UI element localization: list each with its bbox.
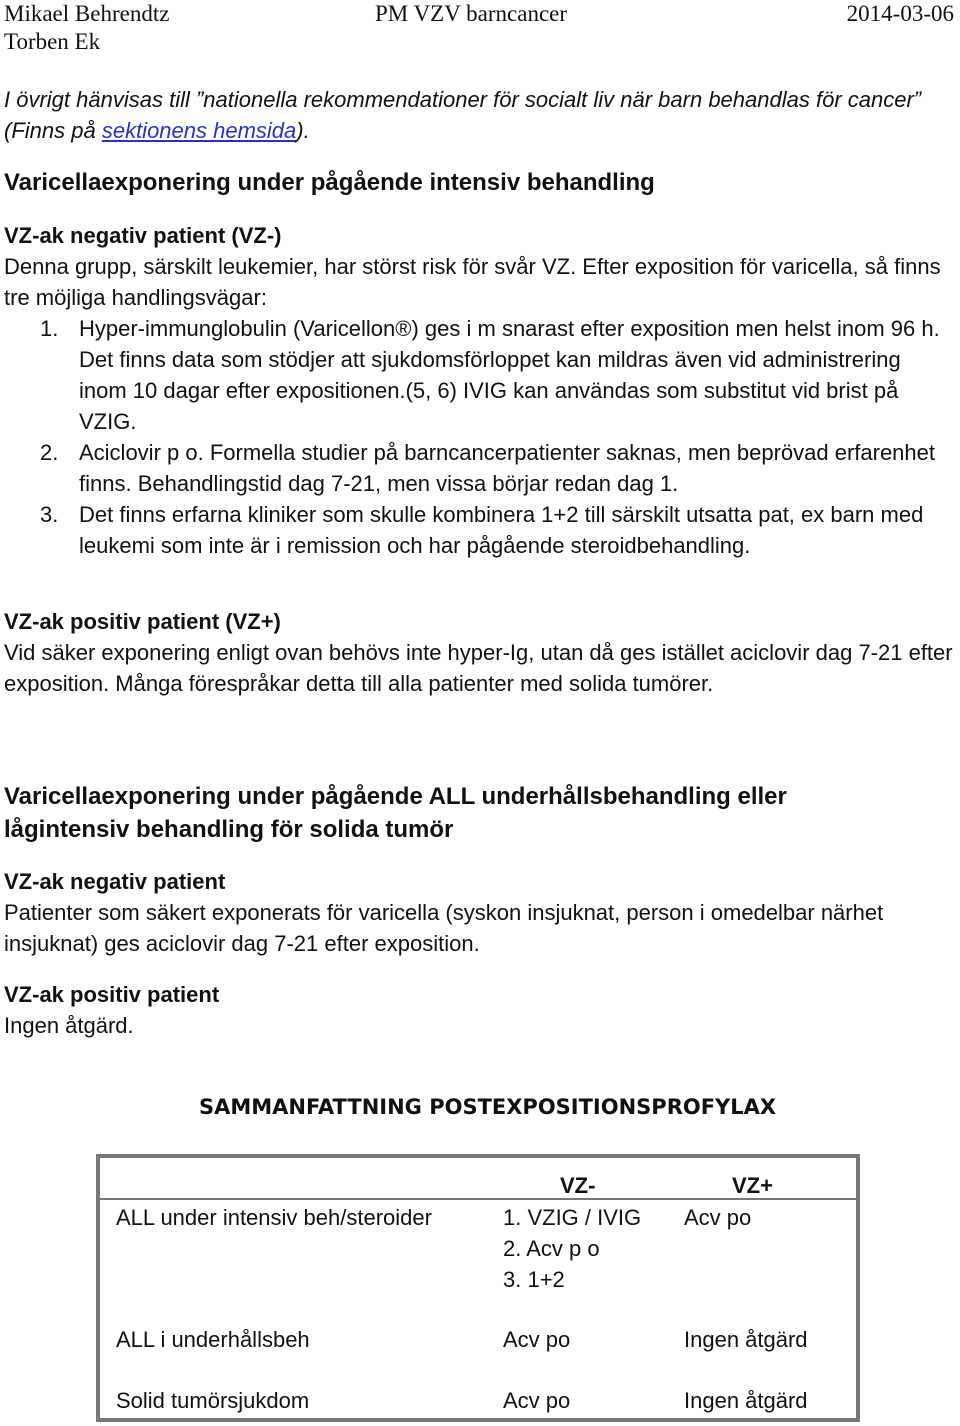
section1-pos-text: Vid säker exponering enligt ovan behövs inte hyper-Ig, utan då ges istället aciclovir dag 7-21 efter exposition. Många förespråkar detta till alla patienter med solida tumörer. [4,640,953,696]
list-item-text: Hyper-immunglobulin (Varicellon®) ges i m snarast efter exposition men helst inom 96 h. Det finns data som stödjer att sjukdomsförloppet kan mildras även vid administrering inom 10 dagar efter expositionen.(5, 6) IVIG kan användas som substitut vid brist på VZIG. [79,316,940,434]
section1-neg-heading: VZ-ak negativ patient (VZ-) [4,223,282,248]
section2-heading [4,780,954,846]
row-vz-positive: Acv po [684,1205,752,1230]
section2-neg-text: Patienter som säkert exponerats för varicella (syskon insjuknat, person i omedelbar närhet insjuknat) ges aciclovir dag 7-21 efter exposition. [4,900,884,956]
author-name-1: Mikael Behrendtz [4,1,170,26]
section2-heading-line1: Varicellaexponering under pågående ALL underhållsbehandling eller [4,783,787,810]
row-vz-positive: Ingen åtgärd [684,1327,808,1352]
row-vz-negative: Acv po [503,1327,571,1352]
treatment-options-list [4,313,954,561]
row-vz-negative: Acv po [503,1388,571,1413]
document-date: 2014-03-06 [846,1,954,26]
list-item [4,313,954,437]
column-header-vz-positive: VZ+ [732,1173,773,1198]
row-vz-positive: Ingen åtgärd [684,1388,808,1413]
section2-neg-heading: VZ-ak negativ patient [4,869,226,894]
row-label: ALL i underhållsbeh [116,1327,310,1352]
section2-pos-heading: VZ-ak positiv patient [4,982,220,1007]
page-header [0,0,960,62]
section-website-link[interactable]: sektionens hemsida [101,118,297,143]
intro-text-before: I övrigt hänvisas till ”nationella rekommendationer för socialt liv när barn behandlas för cancer” (Finns på [4,87,922,143]
list-item-number: 2. [40,440,59,465]
section1-neg-text: Denna grupp, särskilt leukemier, har störst risk för svår VZ. Efter exposition för varicella, så finns tre möjliga handlingsvägar: [4,254,941,310]
list-item [4,499,954,561]
list-item-number: 3. [40,502,59,527]
row-label: ALL under intensiv beh/steroider [116,1205,432,1230]
list-item-number: 1. [40,316,59,341]
section1-heading: Varicellaexponering under pågående intensiv behandling [4,169,655,196]
section2-heading-line2: lågintensiv behandling för solida tumör [4,816,454,843]
document-title: PM VZV barncancer [375,1,568,26]
list-item-text: Aciclovir p o. Formella studier på barncancerpatienter saknas, men beprövad erfarenhet finns. Behandlingstid dag 7-21, men vissa börjar redan dag 1. [79,440,936,496]
intro-paragraph [4,84,954,146]
row-vz-negative: 1. VZIG / IVIG 2. Acv p o 3. 1+2 [503,1205,642,1292]
intro-text-after: ). [296,118,310,143]
list-item [4,437,954,499]
list-item-text: Det finns erfarna kliniker som skulle kombinera 1+2 till särskilt utsatta pat, ex barn med leukemi som inte är i remission och har pågående steroidbehandling. [79,502,924,558]
section1-pos-heading: VZ-ak positiv patient (VZ+) [4,609,281,634]
column-header-vz-negative: VZ- [560,1173,596,1198]
summary-table [96,1154,860,1422]
section2-pos-text: Ingen åtgärd. [4,1013,134,1038]
row-label: Solid tumörsjukdom [116,1388,310,1413]
author-name-2: Torben Ek [4,29,101,54]
summary-title: SAMMANFATTNING POSTEXPOSITIONSPROFYLAX [199,1095,777,1119]
